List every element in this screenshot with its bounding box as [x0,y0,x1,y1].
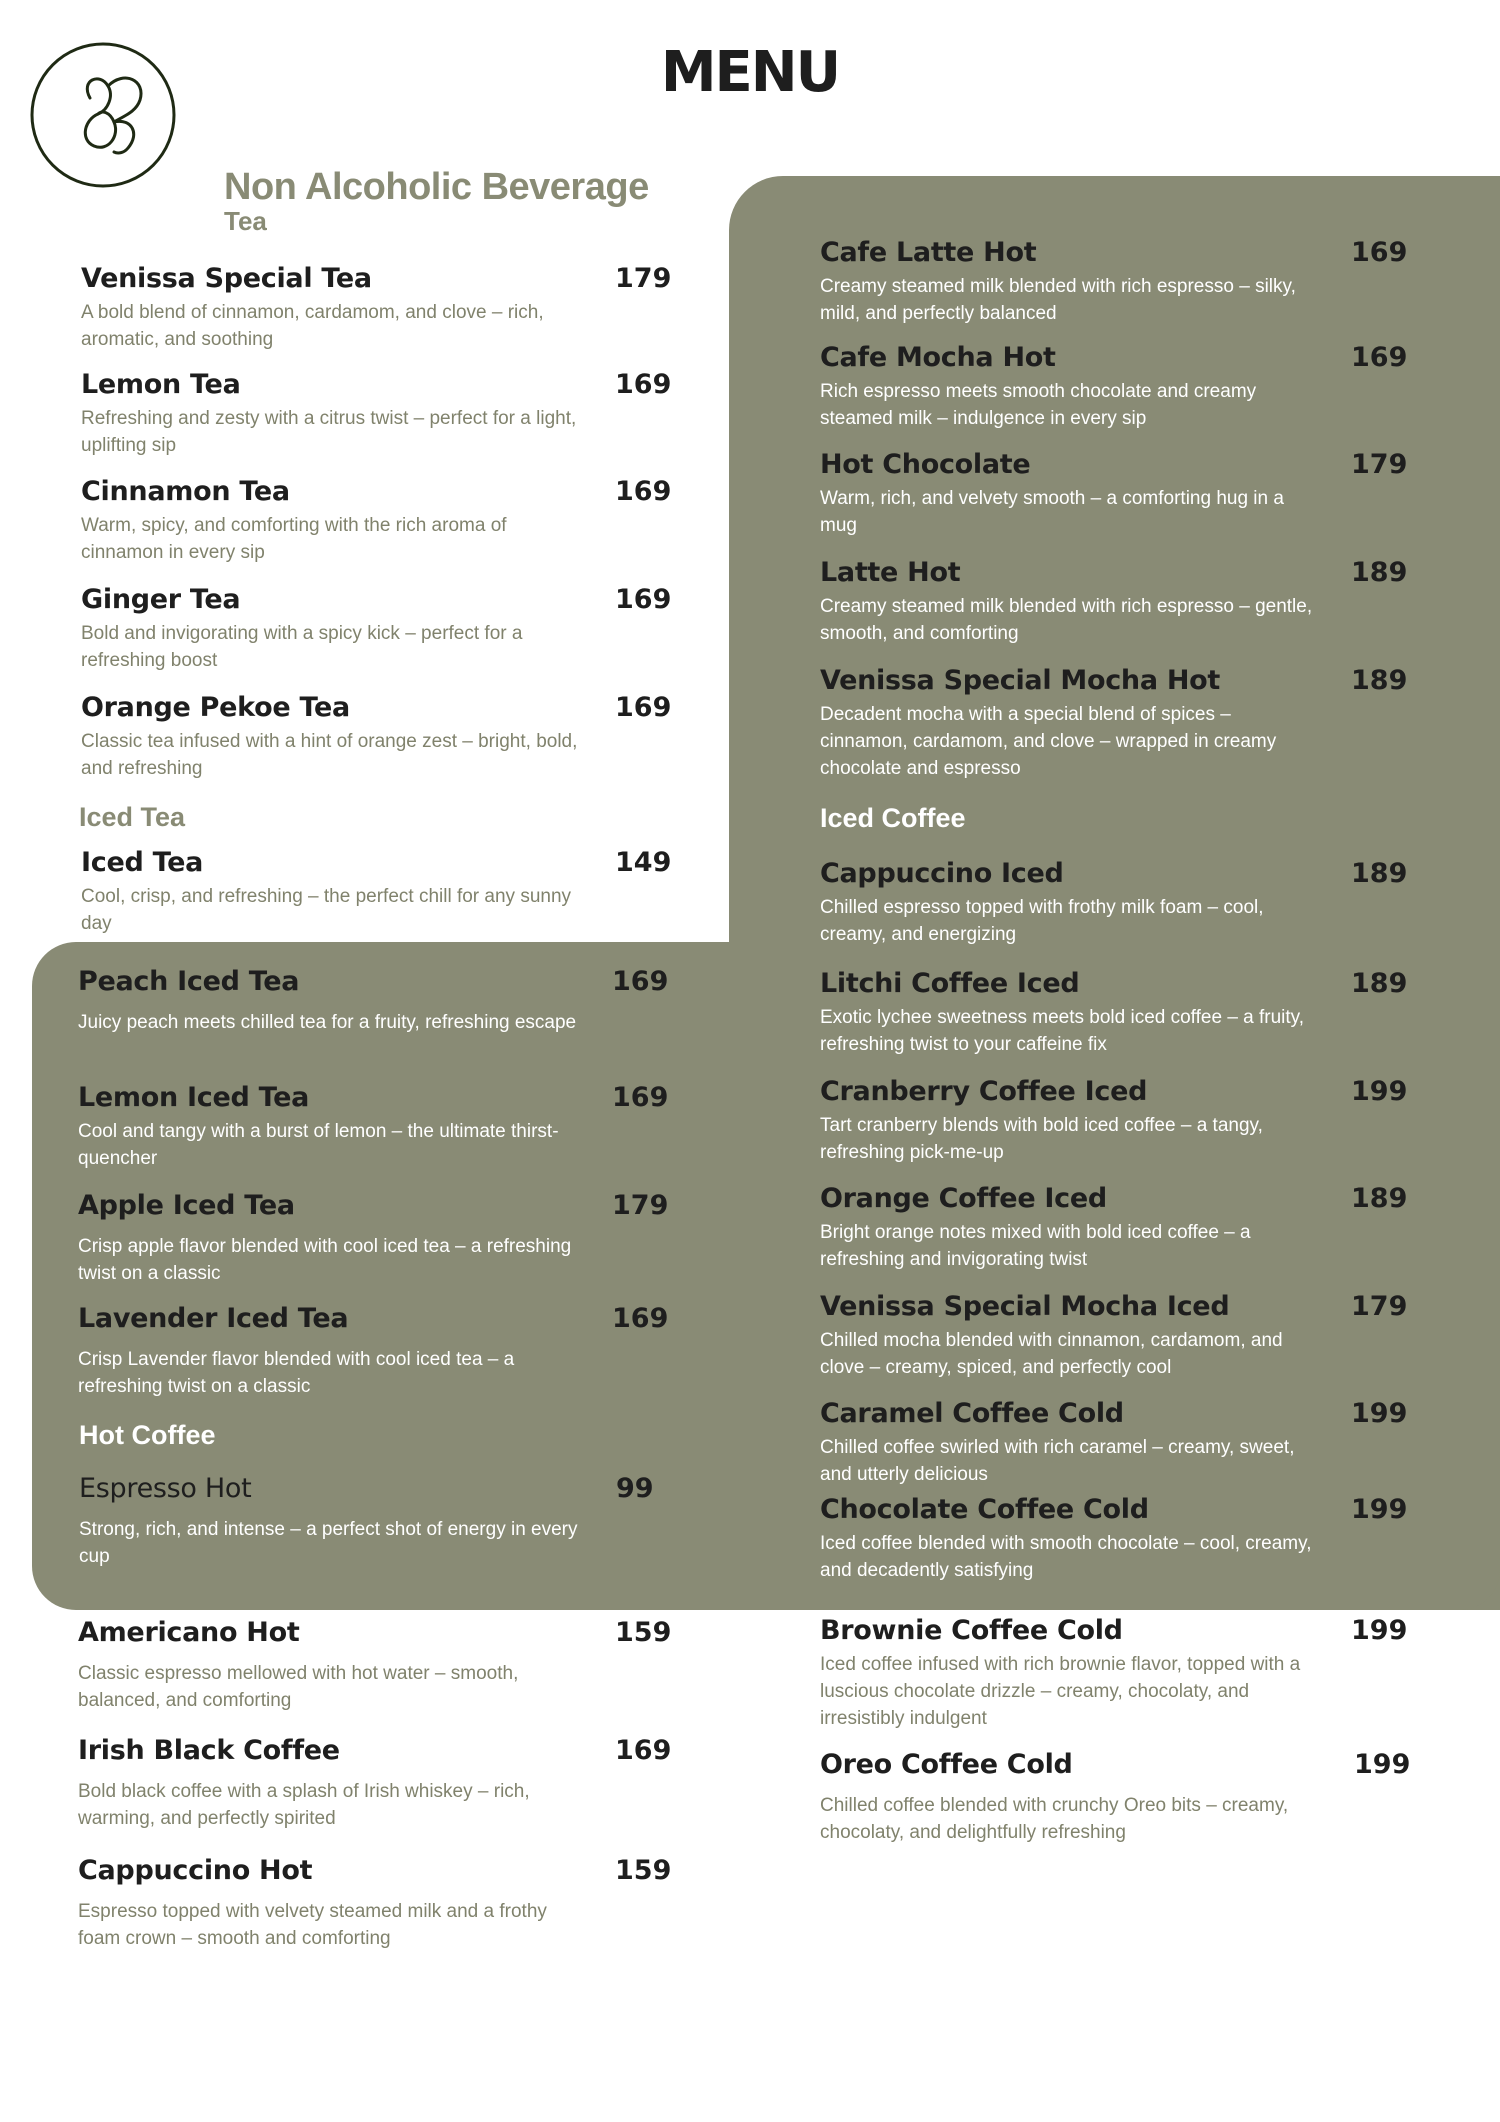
item-price: 179 [612,1190,669,1221]
item-description: Classic espresso mellowed with hot water – smooth, balanced, and comforting [78,1663,519,1711]
item-name: Cappuccino Hot [78,1855,313,1886]
item-name: Cranberry Coffee Iced [820,1076,1148,1107]
item-name: Latte Hot [820,557,961,588]
item-price: 199 [1351,1494,1408,1525]
item-description: Chilled espresso topped with frothy milk foam – cool, creamy, and energizing [820,897,1264,945]
item-price: 169 [615,1735,672,1766]
item-description: Tart cranberry blends with bold iced coffee – a tangy, refreshing pick-me-up [820,1115,1263,1163]
item-price: 169 [612,966,669,997]
item-description: Espresso topped with velvety steamed milk and a frothy foam crown – smooth and comforting [78,1901,547,1949]
item-price: 99 [616,1473,654,1504]
item-description: Exotic lychee sweetness meets bold iced coffee – a fruity, refreshing twist to your caffeine fix [820,1007,1305,1055]
item-name: Cafe Mocha Hot [820,342,1056,373]
item-price: 169 [615,476,672,507]
item-price: 169 [612,1082,669,1113]
item-description: Chilled coffee swirled with rich caramel – creamy, sweet, and utterly delicious [820,1437,1295,1485]
category-hot-coffee: Hot Coffee [79,1420,216,1450]
item-description: A bold blend of cinnamon, cardamom, and clove – rich, aromatic, and soothing [81,302,544,350]
category-iced-coffee: Iced Coffee [820,803,966,833]
category-iced-tea: Iced Tea [79,802,186,832]
item-description: Crisp Lavender flavor blended with cool iced tea – a refreshing twist on a classic [78,1349,515,1397]
item-description: Crisp apple flavor blended with cool iced tea – a refreshing twist on a classic [78,1236,572,1284]
item-description: Juicy peach meets chilled tea for a fruity, refreshing escape [78,1012,577,1033]
item-description: Warm, spicy, and comforting with the rich aroma of cinnamon in every sip [81,515,507,563]
tea-subtitle: Tea [224,206,267,236]
item-price: 189 [1351,858,1408,889]
item-name: Hot Chocolate [820,449,1031,480]
item-name: Irish Black Coffee [78,1735,340,1766]
item-price: 169 [1351,237,1408,268]
item-description: Creamy steamed milk blended with rich espresso – silky, mild, and perfectly balanced [820,276,1296,324]
item-description: Bold and invigorating with a spicy kick – perfect for a refreshing boost [81,623,523,671]
item-price: 189 [1351,968,1408,999]
item-description: Cool and tangy with a burst of lemon – the ultimate thirst-quencher [78,1121,559,1169]
item-name: Venissa Special Mocha Hot [820,665,1221,696]
section-title: Non Alcoholic Beverage [224,166,649,208]
item-name: Venissa Special Mocha Iced [820,1291,1230,1322]
item-name: Venissa Special Tea [81,263,372,294]
item-description: Classic tea infused with a hint of orange zest – bright, bold, and refreshing [81,731,578,779]
item-name: Cinnamon Tea [81,476,290,507]
item-description: Rich espresso meets smooth chocolate and creamy steamed milk – indulgence in every sip [820,381,1257,429]
item-description: Iced coffee infused with rich brownie flavor, topped with a luscious chocolate drizzle – creamy, chocolaty, and irresistibly indulgent [820,1654,1301,1729]
item-description: Chilled mocha blended with cinnamon, cardamom, and clove – creamy, spiced, and perfectly cool [820,1330,1283,1378]
item-name: Peach Iced Tea [78,966,300,997]
item-name: Cafe Latte Hot [820,237,1037,268]
item-price: 169 [1351,342,1408,373]
item-description: Creamy steamed milk blended with rich espresso – gentle, smooth, and comforting [820,596,1313,644]
item-price: 189 [1351,665,1408,696]
item-price: 189 [1351,557,1408,588]
item-name: Orange Pekoe Tea [81,692,350,723]
item-name: Lemon Iced Tea [78,1082,310,1113]
item-description: Cool, crisp, and refreshing – the perfect chill for any sunny day [81,886,572,934]
item-price: 199 [1354,1749,1411,1780]
item-description: Bold black coffee with a splash of Irish whiskey – rich, warming, and perfectly spirited [78,1781,530,1829]
item-description: Decadent mocha with a special blend of spices – cinnamon, cardamom, and clove – wrapped in creamy chocolate and espresso [820,704,1277,779]
item-name: Americano Hot [78,1617,300,1648]
item-name: Orange Coffee Iced [820,1183,1107,1214]
item-price: 179 [1351,449,1408,480]
item-price: 159 [615,1855,672,1886]
item-description: Warm, rich, and velvety smooth – a comforting hug in a mug [820,488,1284,536]
item-description: Bright orange notes mixed with bold iced coffee – a refreshing and invigorating twist [820,1222,1251,1270]
item-price: 169 [615,584,672,615]
item-name: Litchi Coffee Iced [820,968,1080,999]
item-description: Strong, rich, and intense – a perfect shot of energy in every cup [79,1519,578,1567]
item-description: Refreshing and zesty with a citrus twist – perfect for a light, uplifting sip [81,408,577,456]
item-description: Iced coffee blended with smooth chocolate – cool, creamy, and decadently satisfying [820,1533,1312,1581]
item-price: 169 [615,369,672,400]
item-name: Oreo Coffee Cold [820,1749,1073,1780]
item-price: 169 [615,692,672,723]
item-name: Espresso Hot [79,1473,252,1504]
item-price: 179 [1351,1291,1408,1322]
item-price: 179 [615,263,672,294]
item-price: 169 [612,1303,669,1334]
item-price: 189 [1351,1183,1408,1214]
item-name: Caramel Coffee Cold [820,1398,1124,1429]
item-price: 149 [615,847,672,878]
item-price: 199 [1351,1398,1408,1429]
item-description: Chilled coffee blended with crunchy Oreo bits – creamy, chocolaty, and delightfully refreshing [820,1795,1289,1843]
item-price: 159 [615,1617,672,1648]
item-name: Chocolate Coffee Cold [820,1494,1149,1525]
item-name: Lavender Iced Tea [78,1303,349,1334]
item-name: Lemon Tea [81,369,241,400]
item-name: Cappuccino Iced [820,858,1064,889]
item-price: 199 [1351,1615,1408,1646]
page-title: MENU [660,40,840,105]
item-name: Ginger Tea [81,584,241,615]
item-name: Brownie Coffee Cold [820,1615,1123,1646]
item-name: Apple Iced Tea [78,1190,295,1221]
item-price: 199 [1351,1076,1408,1107]
item-name: Iced Tea [81,847,204,878]
